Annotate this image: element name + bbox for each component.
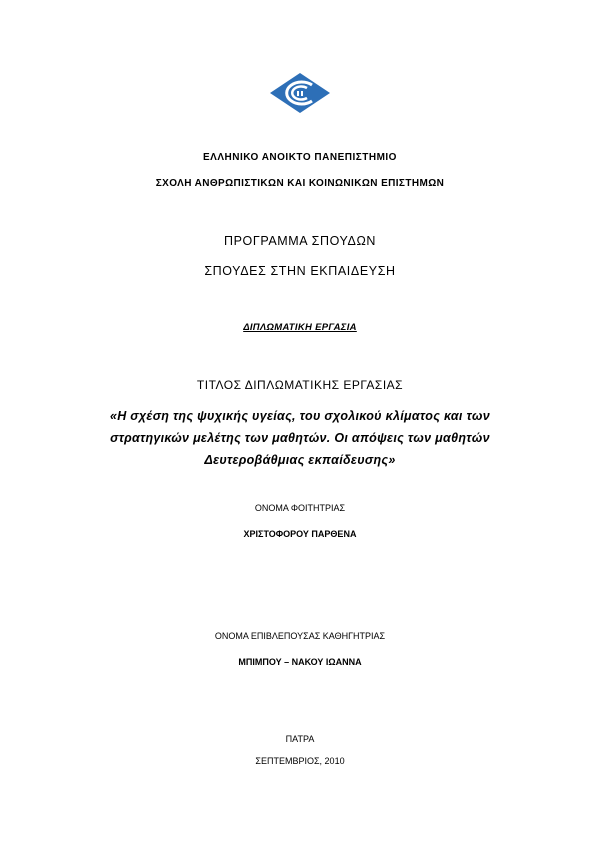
thesis-label: ΔΙΠΛΩΜΑΤΙΚΗ ΕΡΓΑΣΙΑ — [243, 322, 357, 333]
city: ΠΑΤΡΑ — [285, 734, 315, 744]
thesis-title-line: στρατηγικών μελέτης των μαθητών. Οι απόψεις των μαθητών — [110, 431, 490, 445]
supervisor-name: ΜΠΙΜΠΟΥ – ΝΑΚΟΥ ΙΩΑΝΝΑ — [238, 657, 362, 667]
university-name: ΕΛΛΗΝΙΚΟ ΑΝΟΙΚΤΟ ΠΑΝΕΠΙΣΤΗΜΙΟ — [203, 152, 397, 163]
thesis-title-line: «Η σχέση της ψυχικής υγείας, του σχολικού κλίματος και των — [109, 409, 491, 423]
thesis-title-line: Δευτεροβάθμιας εκπαίδευσης» — [204, 453, 396, 467]
student-name: ΧΡΙΣΤΟΦΟΡΟΥ ΠΑΡΘΕΝΑ — [243, 529, 357, 539]
title-label: ΤΙΤΛΟΣ ΔΙΠΛΩΜΑΤΙΚΗΣ ΕΡΓΑΣΙΑΣ — [196, 378, 404, 392]
date: ΣΕΠΤΕΜΒΡΙΟΣ, 2010 — [255, 756, 345, 766]
school-name: ΣΧΟΛΗ ΑΝΘΡΩΠΙΣΤΙΚΩΝ ΚΑΙ ΚΟΙΝΩΝΙΚΩΝ ΕΠΙΣΤΗΜΩΝ — [155, 178, 445, 189]
thesis-title — [0, 405, 600, 471]
student-label: ΟΝΟΜΑ ΦΟΙΤΗΤΡΙΑΣ — [254, 503, 346, 513]
supervisor-label: ΟΝΟΜΑ ΕΠΙΒΛΕΠΟΥΣΑΣ ΚΑΘΗΓΗΤΡΙΑΣ — [214, 631, 386, 641]
studies-heading: ΣΠΟΥΔΕΣ ΣΤΗΝ ΕΚΠΑΙΔΕΥΣΗ — [204, 264, 396, 278]
program-heading: ΠΡΟΓΡΑΜΜΑ ΣΠΟΥΔΩΝ — [223, 234, 377, 248]
university-logo-icon — [269, 72, 331, 114]
